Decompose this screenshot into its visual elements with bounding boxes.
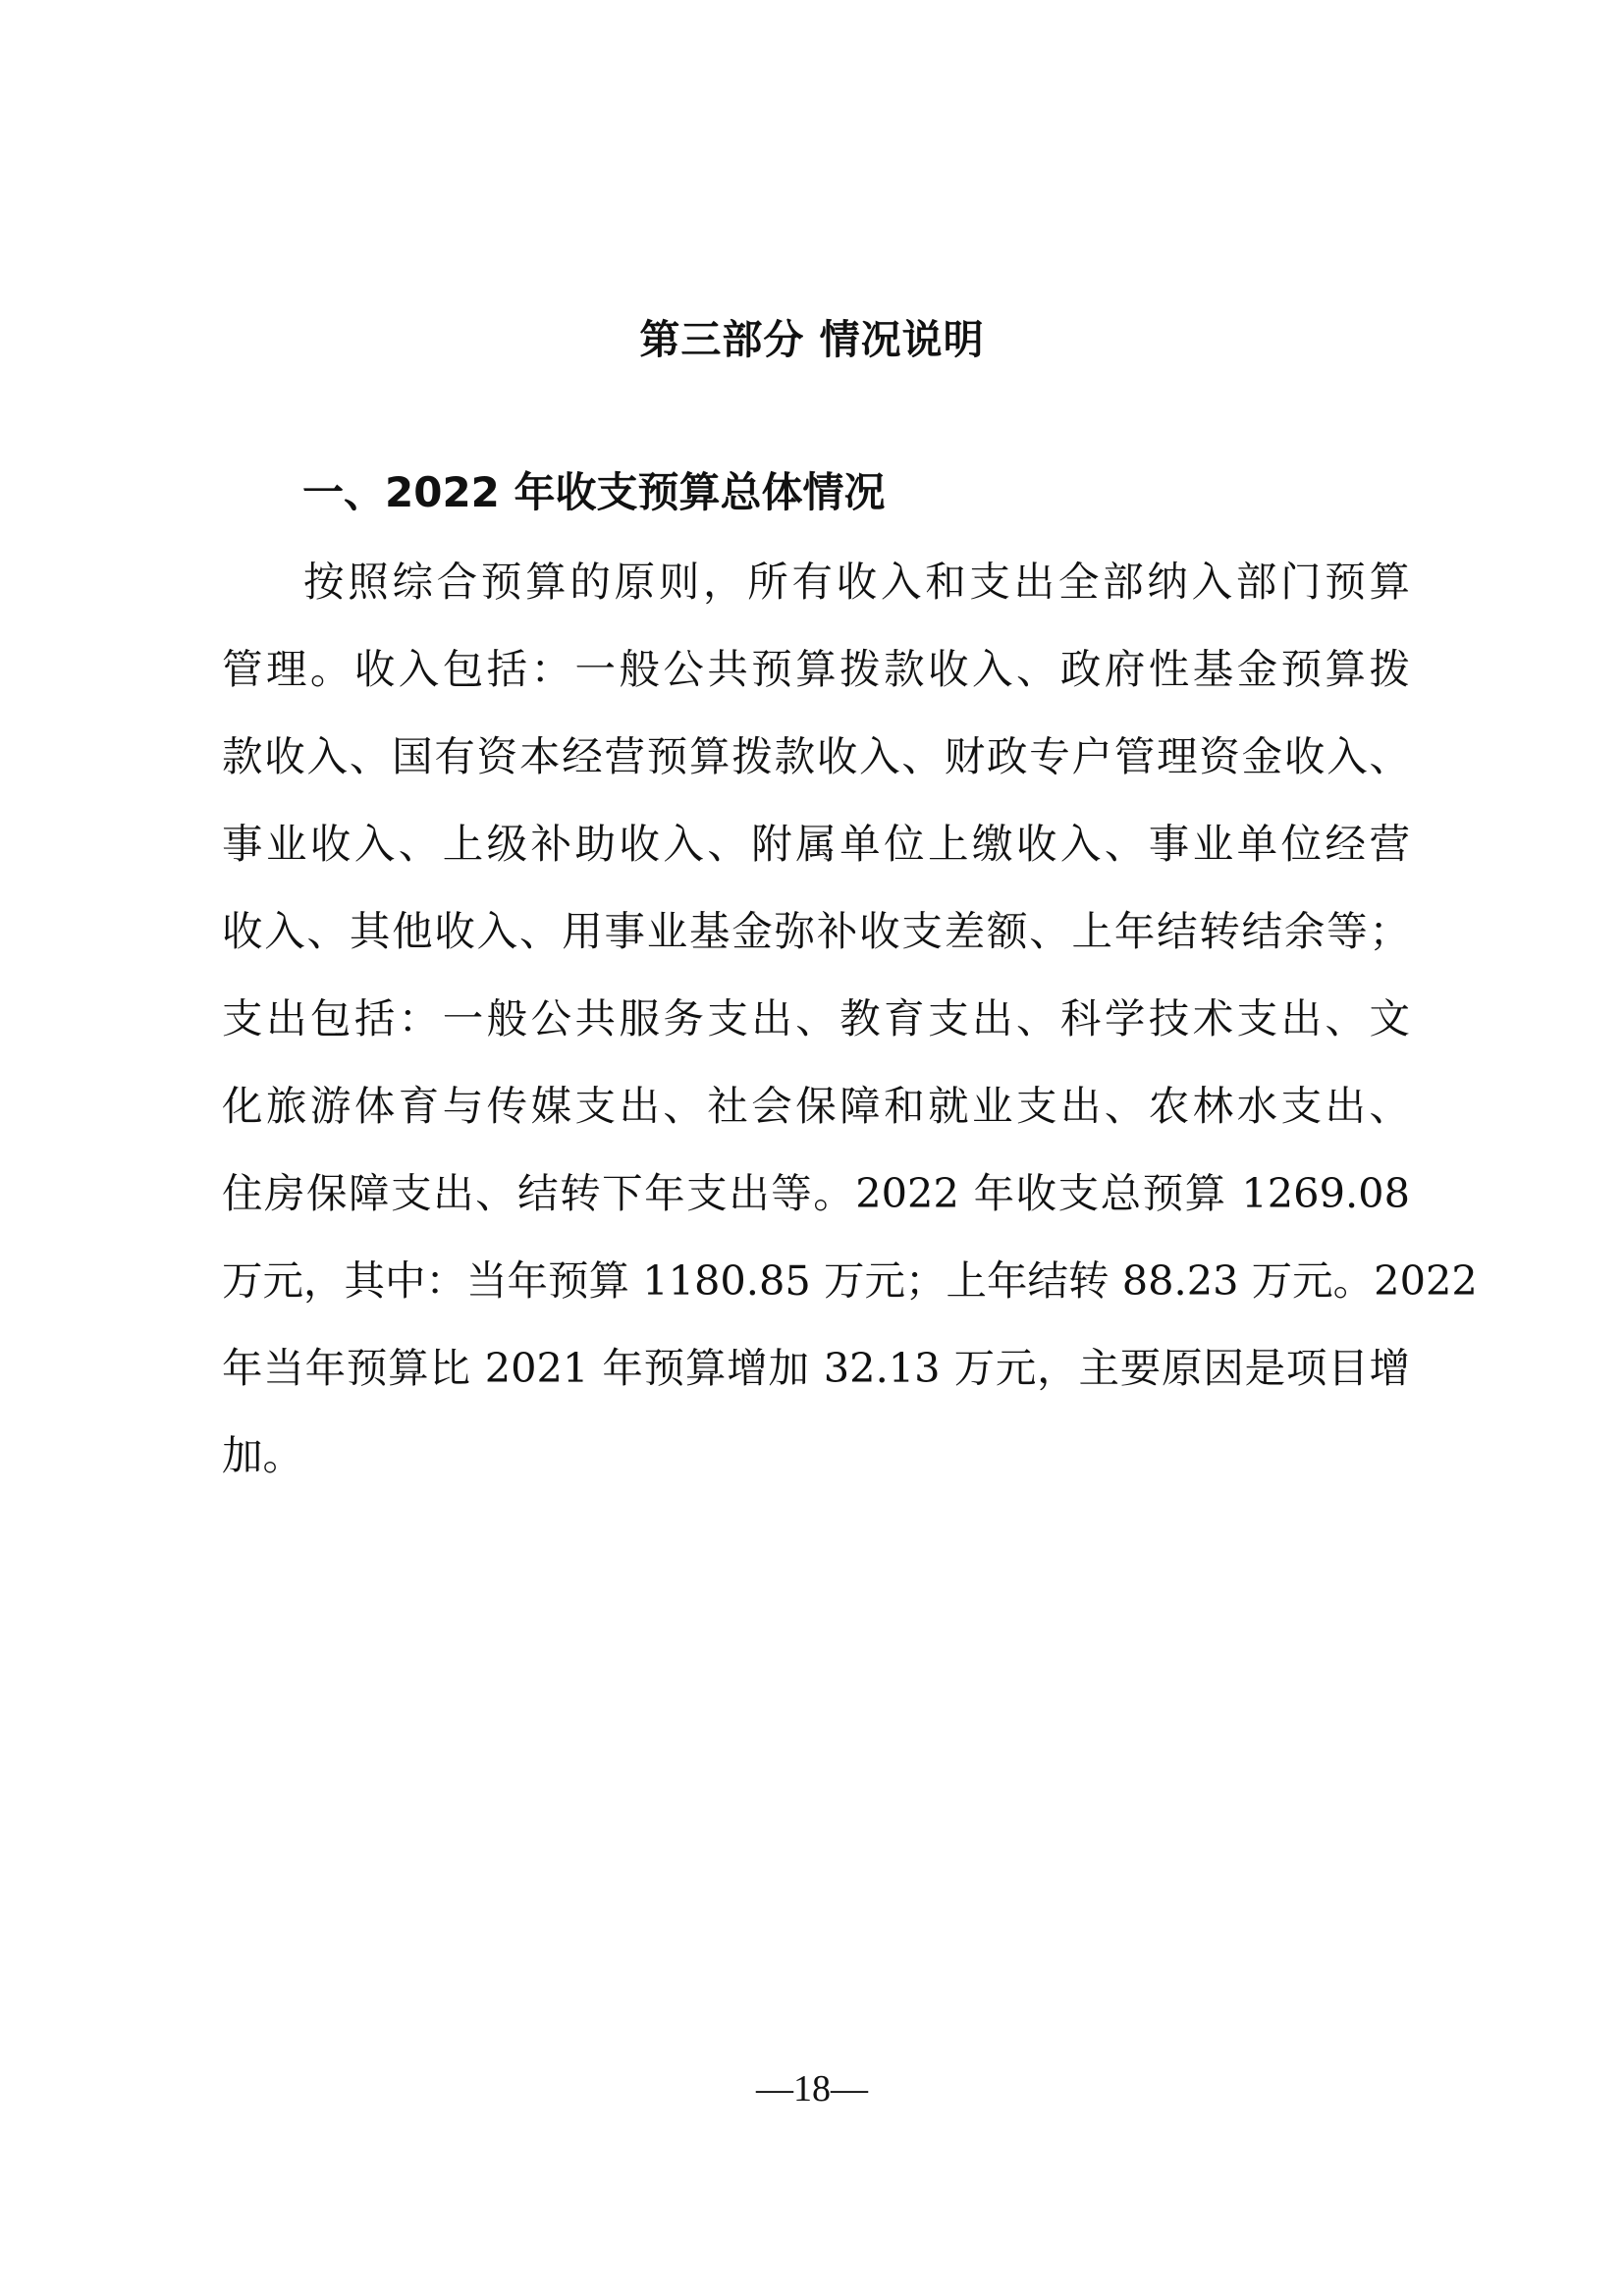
paragraph-line: 年当年预算比 2021 年预算增加 32.13 万元，主要原因是项目增 [222,1344,1410,1392]
page-number: —18— [756,2068,868,2109]
page-title: 第三部分 情况说明 [639,316,985,363]
section-heading: 一、2022 年收支预算总体情况 [302,468,886,516]
paragraph-line: 事业收入、上级补助收入、附属单位上缴收入、事业单位经营 [222,820,1410,868]
body-paragraph [222,538,1478,1499]
paragraph-line: 化旅游体育与传媒支出、社会保障和就业支出、农林水支出、 [222,1082,1410,1130]
paragraph-line: 万元，其中：当年预算 1180.85 万元；上年结转 88.23 万元。2022 [222,1256,1478,1305]
paragraph-line: 按照综合预算的原则，所有收入和支出全部纳入部门预算 [303,558,1410,606]
paragraph-line: 管理。收入包括：一般公共预算拨款收入、政府性基金预算拨 [222,645,1410,693]
paragraph-line: 住房保障支出、结转下年支出等。2022 年收支总预算 1269.08 [222,1169,1410,1217]
paragraph-line: 支出包括：一般公共服务支出、教育支出、科学技术支出、文 [222,994,1410,1042]
paragraph-line: 款收入、国有资本经营预算拨款收入、财政专户管理资金收入、 [222,732,1410,780]
paragraph-line: 收入、其他收入、用事业基金弥补收支差额、上年结转结余等； [222,907,1410,955]
paragraph-line: 加。 [222,1431,304,1479]
